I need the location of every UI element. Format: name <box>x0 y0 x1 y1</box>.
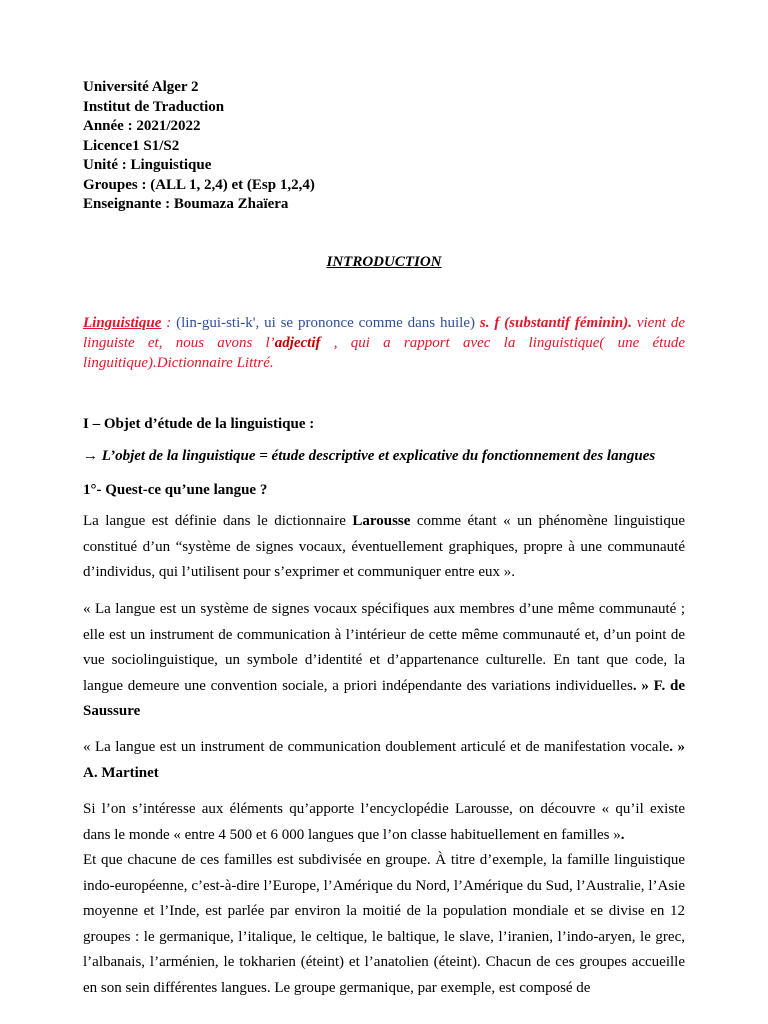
objet-statement: → L’objet de la linguistique = étude descriptive et explicative du fonctionnement des langues <box>83 448 656 464</box>
adjective-word: adjectif <box>274 335 321 351</box>
section-title-introduction: INTRODUCTION <box>326 254 442 270</box>
p1-larousse: Larousse <box>352 513 411 529</box>
course-unit: Unité : Linguistique <box>83 157 212 173</box>
p1-text-a: La langue est définie dans le dictionnaire <box>83 513 353 529</box>
subheading-langue: 1°- Quest-ce qu’une langue ? <box>83 482 268 498</box>
definition-text-2: , qui a rapport avec la linguistique( une étude linguitique).Dictionnaire Littré. <box>83 335 685 371</box>
paragraph-larousse <box>83 509 685 586</box>
university-name: Université Alger 2 <box>83 79 199 95</box>
p3-text: « La langue est un instrument de communication doublement articulé et de manifestation vocale <box>83 739 670 755</box>
institute-name: Institut de Traduction <box>83 98 225 115</box>
p4-text: Si l’on s’intéresse aux éléments qu’apporte l’encyclopédie Larousse, on découvre « qu’il existe dans le monde « entre 4 500 et 6 000 langues que l’on classe habituellement en familles » <box>83 801 685 843</box>
paragraph-familles: Et que chacune de ces familles est subdivisée en groupe. À titre d’exemple, la famille linguistique indo-européenne, c’est-à-dire l’Europe, l’Amérique du Nord, l’Amérique du Sud, l’Australie, l’Asie moyenne et l’Inde, est parlée par environ la moitié de la population mondiale et se divise en 12 groupes : le germanique, l’italique, le celtique, le baltique, le slave, l’iranien, l’indo-aryen, le grec, l’albanais, l’arménien, le tokharien (éteint) et l’anatolien (éteint). Chacun de ces groupes accueille en son sein différentes langues. Le groupe germanique, par exemple, est composé de <box>83 852 685 996</box>
p4-end: . <box>620 826 625 843</box>
groups: Groupes : (ALL 1, 2,4) et (Esp 1,2,4) <box>83 176 315 193</box>
p2-author: . » F. de Saussure <box>83 677 685 719</box>
level: Licence1 S1/S2 <box>83 137 180 154</box>
definition-term: Linguistique <box>83 315 162 331</box>
p2-text: « La langue est un système de signes vocaux spécifiques aux membres d’une même communauté ; elle est un instrument de communication à l’intérieur de cette même communauté et, d’un point de vue sociolinguistique, un symbole d’identité et d’appartenance culturelle. En tant que code, la langue demeure une convention sociale, a priori indépendante des variations individuelles <box>83 601 685 694</box>
p1-text-b: comme étant « un phénomène linguistique constitué d’un “système de signes vocaux, éventuellement graphiques, propre à une communauté d’individus, qui l’utilisent pour s’exprimer et communiquer entre eux ». <box>83 513 685 580</box>
paragraph-encyclopedie <box>83 797 685 848</box>
teacher: Enseignante : Boumaza Zhaïera <box>83 196 289 212</box>
academic-year: Année : 2021/2022 <box>83 118 201 134</box>
definition-colon: : <box>161 315 177 331</box>
pronunciation: (lin-gui-sti-k', ui se prononce comme dans huile) <box>176 315 475 331</box>
definition-text-1: vient de linguiste et, nous avons l’ <box>83 315 686 351</box>
grammar-label: s. f (substantif féminin). <box>475 315 632 331</box>
definition-paragraph <box>83 313 685 373</box>
section-heading-1: I – Objet d’étude de la linguistique : <box>83 416 315 432</box>
course-header <box>83 78 315 215</box>
paragraph-martinet <box>83 735 685 786</box>
p3-author: . » A. Martinet <box>83 739 686 781</box>
paragraph-saussure <box>83 597 685 725</box>
